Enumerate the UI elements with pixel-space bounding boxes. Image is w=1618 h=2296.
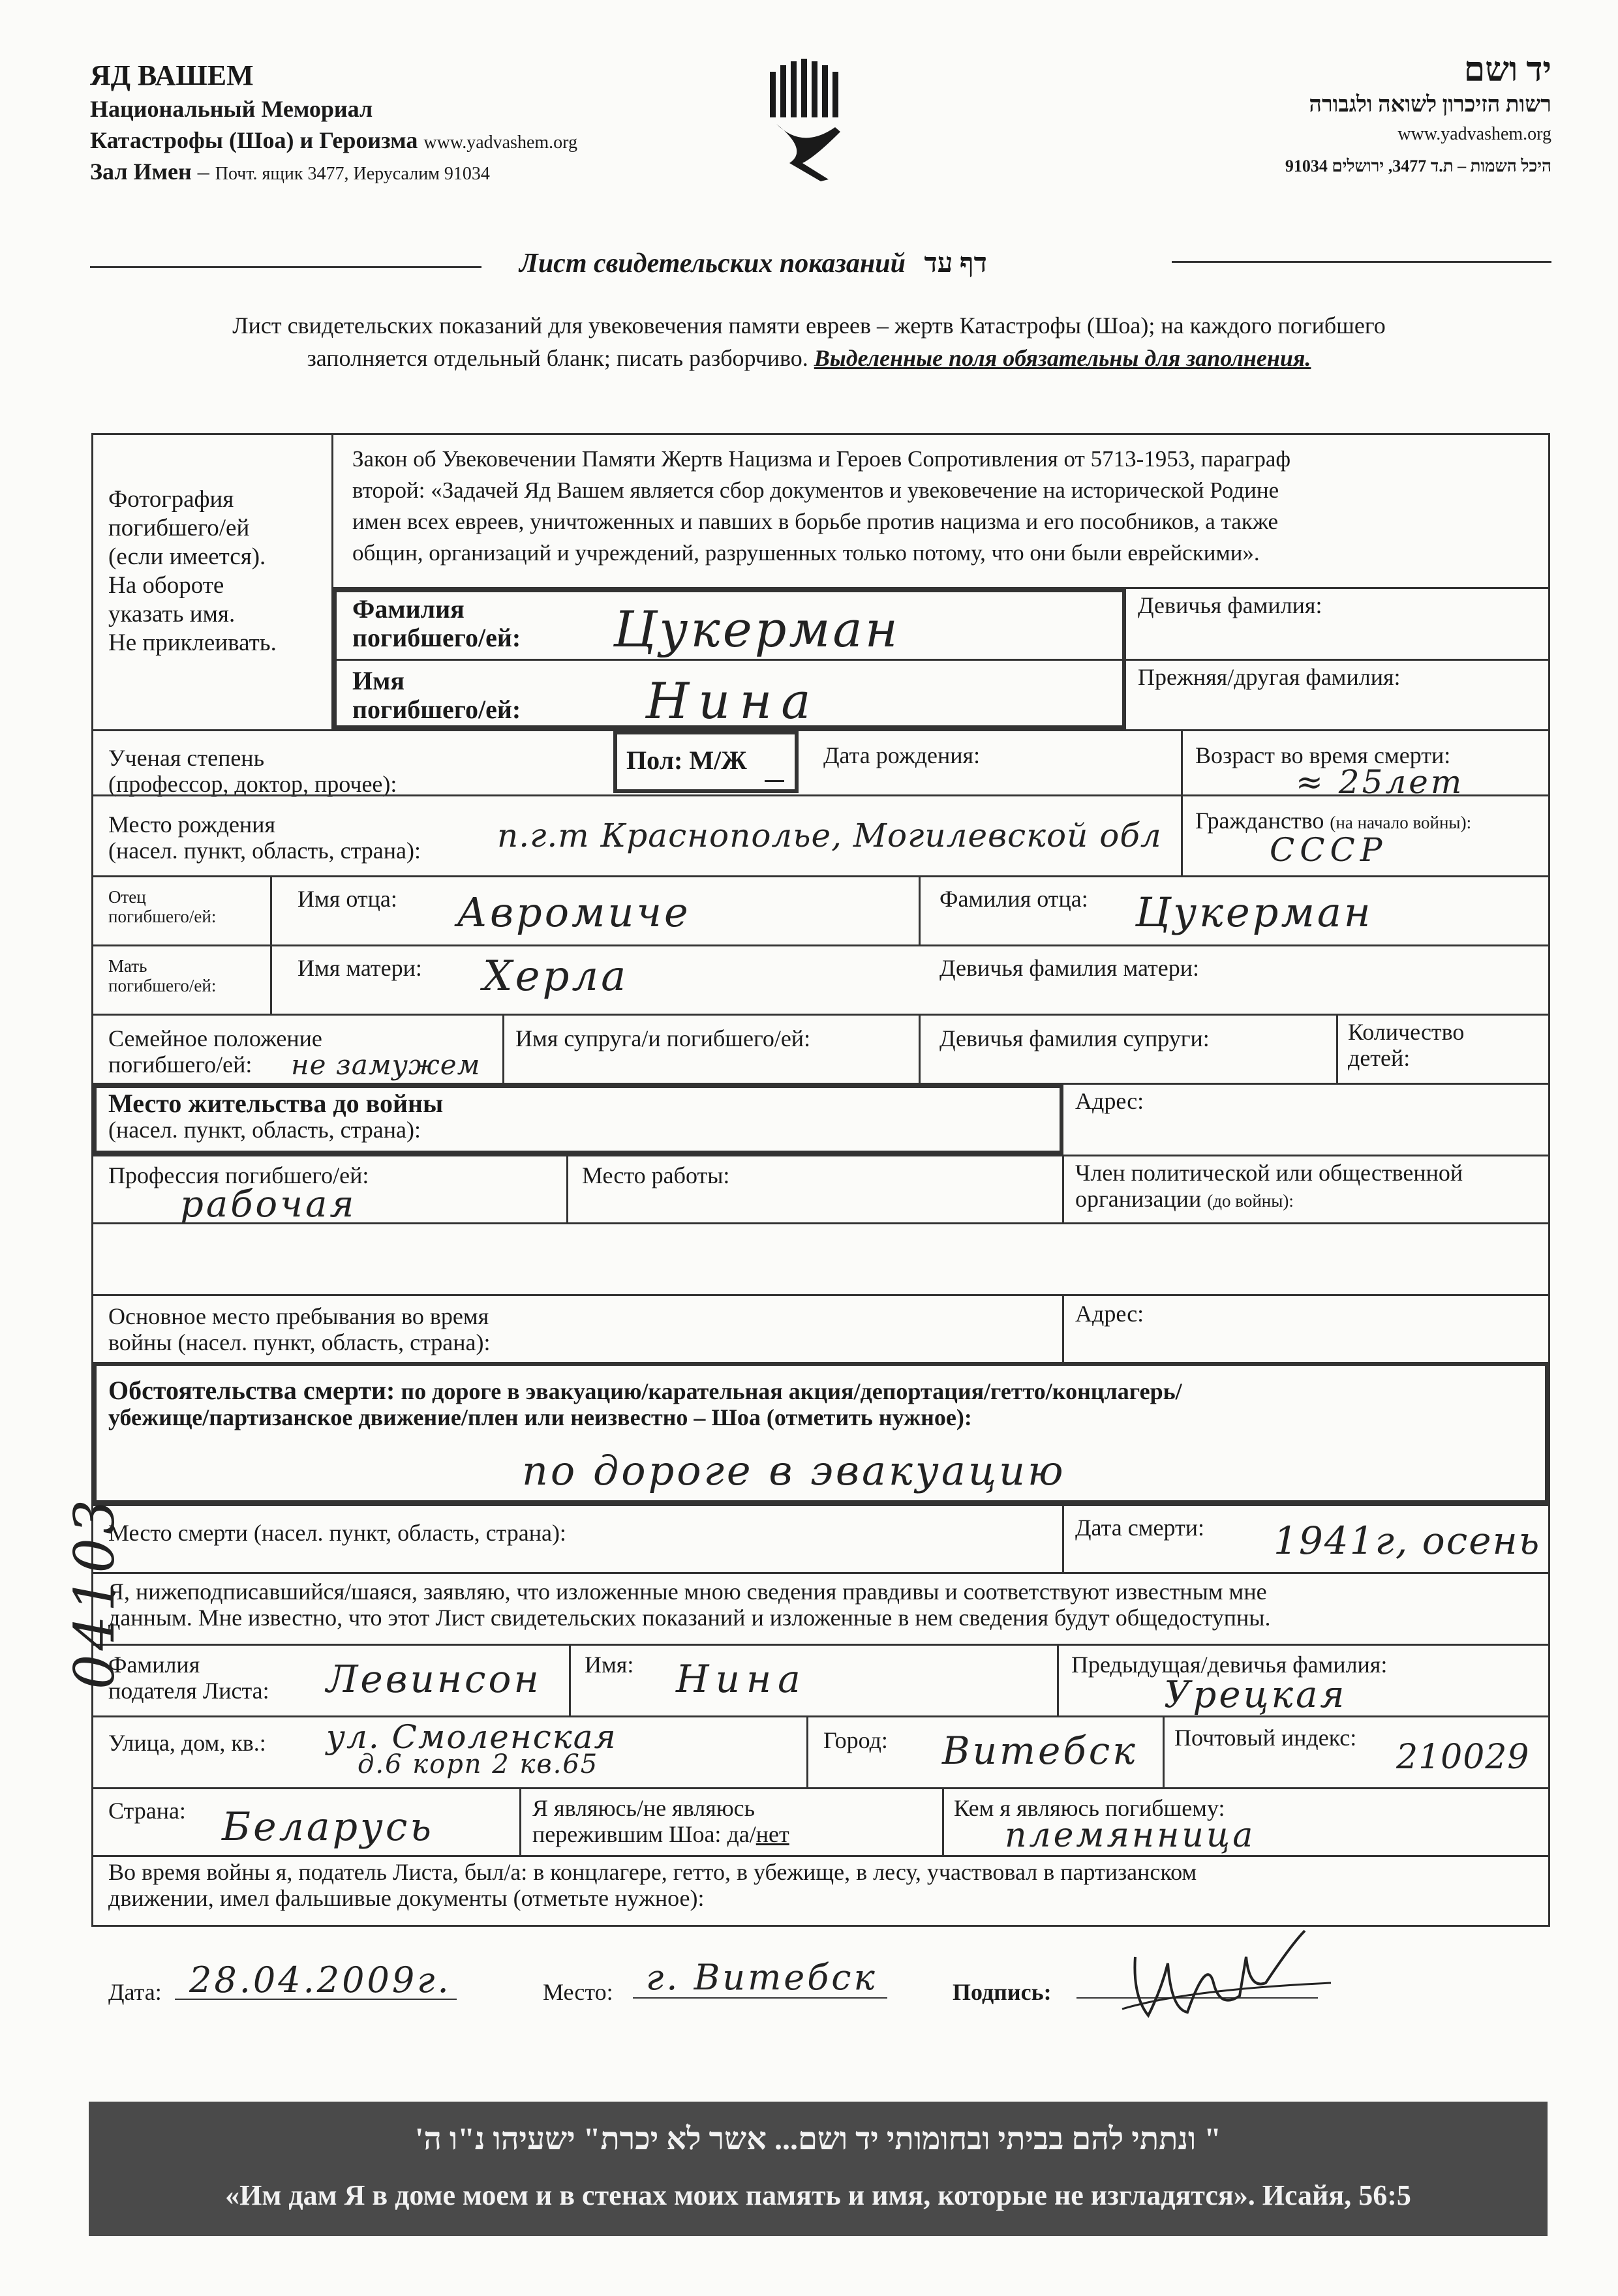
birthplace-label1: Место рождения xyxy=(108,811,276,838)
age-label: Возраст во время смерти: xyxy=(1195,742,1451,768)
mother-label2: погибшего/ей: xyxy=(108,976,217,995)
survivor-no[interactable]: нет xyxy=(756,1821,789,1847)
footer-date-label: Дата: xyxy=(108,1979,162,2005)
law-l3: имен всех евреев, уничтоженных и павших в борьбе против нацизма и его пособников, а также xyxy=(352,509,1279,534)
signature-icon xyxy=(1109,1918,1344,2048)
street-label: Улица, дом, кв.: xyxy=(108,1730,266,1756)
citizenship-divider xyxy=(1181,794,1183,875)
right-org-address: היכל השמות – ת.ד 3477, ירושלים 91034 xyxy=(1285,157,1551,175)
zip-value[interactable]: 210029 xyxy=(1396,1738,1530,1777)
left-org-address: Почт. ящик 3477, Иерусалим 91034 xyxy=(215,164,490,184)
photo-l4: На обороте xyxy=(108,572,224,599)
family-status-value[interactable]: не замужем xyxy=(291,1049,481,1081)
citizenship-label xyxy=(1195,808,1471,834)
victim-other-surname-label: Прежняя/другая фамилия: xyxy=(1138,664,1401,690)
rule-2306 xyxy=(91,1504,1550,1506)
family-status-label1: Семейное положение xyxy=(108,1025,322,1051)
declaration-l1: Я, нижеподписавшийся/шаяся, заявляю, что изложенные мною сведения правдивы и соответствуют известным мне xyxy=(108,1578,1267,1605)
spouse-divider xyxy=(502,1014,504,1083)
death-date-divider xyxy=(1062,1504,1064,1572)
rule-1984 xyxy=(91,1294,1550,1296)
father-surname-label: Фамилия отца: xyxy=(939,886,1088,912)
survivor-label2: пережившим Шоа: xyxy=(532,1821,722,1847)
degree-label1: Ученая степень xyxy=(108,745,264,771)
residence-label xyxy=(108,1091,443,1143)
left-org-line4: Зал Имен – Почт. ящик 3477, Иерусалим 91034 xyxy=(90,159,490,185)
victim-name-label1: Имя xyxy=(352,666,404,695)
mother-label1: Мать xyxy=(108,956,147,976)
victim-surname-label2: погибшего/ей: xyxy=(352,623,521,652)
degree-label xyxy=(108,745,397,797)
right-org-url: www.yadvashem.org xyxy=(1397,124,1551,144)
citizenship-label-text: Гражданство xyxy=(1195,808,1324,834)
photo-l3: (если имеется). xyxy=(108,543,266,570)
age-divider xyxy=(1181,729,1183,794)
left-org-hall: Зал Имен xyxy=(90,159,192,185)
photo-l6: Не приклеивать. xyxy=(108,629,277,656)
rule-2740 xyxy=(91,1787,1550,1789)
rule-2844 xyxy=(91,1855,1550,1857)
submitter-name-label: Имя: xyxy=(585,1652,634,1678)
wartime-label xyxy=(108,1303,491,1355)
rule-1874 xyxy=(91,1222,1550,1224)
photo-l2: погибшего/ей xyxy=(108,515,250,541)
children-divider xyxy=(1336,1014,1338,1083)
death-date-label: Дата смерти: xyxy=(1075,1515,1205,1541)
workplace-divider xyxy=(566,1155,568,1222)
death-circ-value[interactable]: по дороге в эвакуацию xyxy=(522,1447,1066,1494)
declaration xyxy=(108,1578,1270,1631)
relation-value[interactable]: племянница xyxy=(1005,1816,1256,1855)
zip-divider xyxy=(1163,1715,1165,1787)
victim-name-label xyxy=(352,667,521,724)
rule-2520 xyxy=(91,1644,1550,1646)
children-label2: детей: xyxy=(1348,1045,1411,1071)
death-date-value[interactable]: 1941г, осень xyxy=(1274,1518,1541,1563)
submitter-surname-value[interactable]: Левинсон xyxy=(326,1657,542,1701)
survivor-label xyxy=(532,1795,789,1847)
father-name-value[interactable]: Авромиче xyxy=(457,888,691,936)
member-label1: Член политической или общественной xyxy=(1075,1160,1463,1186)
victim-surname-label1: Фамилия xyxy=(352,594,465,624)
intro-line2 xyxy=(0,344,1618,372)
victim-surname-label xyxy=(352,595,521,652)
law-l4: общин, организаций и учреждений, разрушенных только потому, что они были еврейскими». xyxy=(352,540,1260,566)
form-title-ru: Лист свидетельских показаний xyxy=(519,249,906,279)
rule-1554 xyxy=(91,1014,1550,1016)
mother-label xyxy=(108,956,216,995)
workplace-label: Место работы: xyxy=(582,1162,730,1188)
side-number: 04103 xyxy=(63,1495,127,1689)
father-divider xyxy=(919,875,921,944)
intro-line2-emph: Выделенные поля обязательны для заполнения. xyxy=(814,345,1311,371)
footer-place-value[interactable]: г. Витебск xyxy=(646,1957,878,1998)
children-label xyxy=(1348,1019,1464,1071)
residence-label2: (насел. пункт, область, страна): xyxy=(108,1117,421,1143)
title-rule-right xyxy=(1172,261,1551,263)
member-sub: (до войны): xyxy=(1207,1191,1294,1211)
death-circ-rest2: убежище/партизанское движение/плен или неизвестно – Шоа (отметить нужное): xyxy=(108,1404,972,1430)
survivor-label1: Я являюсь/не являюсь xyxy=(532,1795,756,1821)
father-label1: Отец xyxy=(108,887,146,907)
citizenship-sub: (на начало войны): xyxy=(1330,813,1472,832)
wartime-label1: Основное место пребывания во время xyxy=(108,1303,489,1329)
relation-label: Кем я являюсь погибшему: xyxy=(954,1795,1225,1821)
rule-1770 xyxy=(91,1155,1550,1156)
footer-place-label: Место: xyxy=(543,1979,613,2005)
relation-divider xyxy=(942,1787,944,1855)
member-divider xyxy=(1062,1155,1064,1222)
street-value1[interactable]: ул. Смоленская xyxy=(326,1718,617,1756)
photo-l5: указать имя. xyxy=(108,601,236,627)
birthdate-label: Дата рождения: xyxy=(823,742,981,768)
children-label1: Количество xyxy=(1348,1019,1465,1045)
family-status-label2: погибшего/ей: xyxy=(108,1051,252,1078)
country-label: Страна: xyxy=(108,1798,186,1824)
left-org-url: www.yadvashem.org xyxy=(423,132,577,153)
victim-name-label2: погибшего/ей: xyxy=(352,695,521,724)
right-org-title: יד ושם xyxy=(1463,52,1551,89)
city-divider xyxy=(806,1715,808,1787)
submitter-prev-divider xyxy=(1057,1644,1059,1715)
form-title xyxy=(519,248,987,279)
residence-address-label: Адрес: xyxy=(1075,1088,1144,1114)
left-org-line2: Национальный Мемориал xyxy=(90,96,373,122)
wartime-divider xyxy=(1062,1294,1064,1362)
form-title-he: דף עד xyxy=(924,249,987,279)
photo-l1: Фотография xyxy=(108,486,234,513)
left-org-line3 xyxy=(90,127,577,154)
father-label2: погибшего/ей: xyxy=(108,907,217,926)
submitter-surname-label1: Фамилия xyxy=(108,1652,200,1678)
left-org-line3-text: Катастрофы (Шоа) и Героизма xyxy=(90,127,418,153)
submitter-prev-value[interactable]: Урецкая xyxy=(1164,1674,1347,1716)
spouse-maiden-divider xyxy=(919,1014,921,1083)
banner-russian: «Им дам Я в доме моем и в стенах моих память и имя, которые не изгладятся». Исайя, 56:5 xyxy=(225,2179,1411,2211)
rule-2410 xyxy=(91,1572,1550,1574)
citizenship-value[interactable]: СССР xyxy=(1270,831,1388,869)
age-value[interactable]: ≈ 25лет xyxy=(1296,763,1465,801)
father-surname-value[interactable]: Цукерман xyxy=(1135,888,1373,936)
survivor-yes[interactable]: да/ xyxy=(727,1821,756,1847)
law-text xyxy=(352,444,1290,569)
victim-surname-value[interactable]: Цукерман xyxy=(613,600,900,658)
right-org-line2: רשות הזיכרון לשואה ולגבורה xyxy=(1309,93,1551,117)
war-participation xyxy=(108,1859,1197,1911)
declaration-l2: данным. Мне известно, что этот Лист свидетельских показаний и изложенные в нем сведения будут общедоступны. xyxy=(108,1605,1271,1631)
mother-maiden-label: Девичья фамилия матери: xyxy=(939,955,1200,981)
submitter-name-divider xyxy=(569,1644,571,1715)
city-label: Город: xyxy=(823,1727,888,1753)
intro-line1: Лист свидетельских показаний для увековечения памяти евреев – жертв Катастрофы (Шоа); на каждого погибшего xyxy=(232,312,1386,339)
victim-maiden-label: Девичья фамилия: xyxy=(1138,592,1322,618)
rule-1218 xyxy=(91,794,1550,796)
quote-banner xyxy=(89,2102,1548,2236)
zip-label: Почтовый индекс: xyxy=(1174,1725,1357,1751)
title-rule-left xyxy=(90,266,481,268)
victim-name-value[interactable]: Нина xyxy=(646,672,820,730)
death-place-label: Место смерти (насел. пункт, область, страна): xyxy=(108,1520,566,1546)
street-value2[interactable]: д.6 корп 2 кв.65 xyxy=(358,1749,599,1779)
war-l2: движении, имел фальшивые документы (отметьте нужное): xyxy=(108,1885,705,1911)
father-label xyxy=(108,887,216,926)
submitter-name-value[interactable]: Нина xyxy=(676,1657,807,1701)
death-circ-label xyxy=(108,1378,1182,1430)
submitter-surname-label xyxy=(108,1652,269,1704)
profession-value[interactable]: рабочая xyxy=(180,1183,357,1226)
photo-box xyxy=(108,485,277,657)
footer-date-line xyxy=(175,1999,457,2000)
intro-line2-text: заполняется отдельный бланк; писать разборчиво. xyxy=(307,345,808,371)
father-name-label: Имя отца: xyxy=(298,886,397,912)
member-label xyxy=(1075,1160,1463,1212)
spouse-label: Имя супруга/и погибшего/ей: xyxy=(515,1025,811,1051)
survivor-divider xyxy=(519,1787,521,1855)
law-l1: Закон об Увековечении Памяти Жертв Нацизма и Героев Сопротивления от 5713-1953, параграф xyxy=(352,446,1291,472)
country-value[interactable]: Беларусь xyxy=(222,1804,435,1850)
war-l1: Во время войны я, податель Листа, был/а: в концлагере, гетто, в убежище, в лесу, участвовал в партизанском xyxy=(108,1859,1197,1885)
sex-mark xyxy=(765,780,784,782)
birthplace-label2: (насел. пункт, область, страна): xyxy=(108,838,421,864)
submitter-prev-label: Предыдущая/девичья фамилия: xyxy=(1071,1652,1388,1678)
mother-name-value[interactable]: Херла xyxy=(483,952,629,1001)
left-org-title: ЯД ВАШЕМ xyxy=(90,59,254,91)
wartime-address-label: Адрес: xyxy=(1075,1301,1144,1327)
degree-label2: (профессор, доктор, прочее): xyxy=(108,771,397,797)
menorah-logo-icon xyxy=(763,59,855,183)
footer-sign-label: Подпись: xyxy=(953,1979,1052,2005)
residence-label1: Место жительства до войны xyxy=(108,1089,444,1118)
footer-date-value[interactable]: 28.04.2009г. xyxy=(189,1959,451,2001)
wartime-label2: войны (насел. пункт, область, страна): xyxy=(108,1329,491,1355)
banner-hebrew: " ונתתי להם בביתי ובחומותי יד ושם... אשר לא יכרת" ישעיהו נ"ו ה' xyxy=(415,2122,1221,2156)
birthplace-value[interactable]: п.г.т Краснополье, Могилевской обл xyxy=(497,817,1162,854)
death-circ-rest1: по дороге в эвакуацию/карательная акция/депортация/гетто/концлагерь/ xyxy=(401,1378,1182,1404)
spouse-maiden-label: Девичья фамилия супруги: xyxy=(939,1025,1210,1051)
rule-1010 xyxy=(333,659,1550,661)
rule-1448 xyxy=(91,944,1550,946)
footer-place-line xyxy=(633,1997,887,1999)
birthplace-label xyxy=(108,811,421,864)
member-label2: организации xyxy=(1075,1186,1202,1212)
profession-label: Профессия погибшего/ей: xyxy=(108,1162,369,1188)
rule-2630 xyxy=(91,1715,1550,1717)
death-circ-bold: Обстоятельства смерти: xyxy=(108,1376,395,1405)
law-l2: второй: «Задачей Яд Вашем является сбор документов и увековечение на исторической Родине xyxy=(352,477,1279,503)
submitter-surname-label2: подателя Листа: xyxy=(108,1678,269,1704)
city-value[interactable]: Витебск xyxy=(942,1729,1138,1773)
family-status-label xyxy=(108,1025,322,1078)
rule-1342 xyxy=(91,875,1550,877)
mother-name-label: Имя матери: xyxy=(298,955,422,981)
rule-1118 xyxy=(91,729,1550,731)
sex-label: Пол: М/Ж xyxy=(626,746,747,775)
